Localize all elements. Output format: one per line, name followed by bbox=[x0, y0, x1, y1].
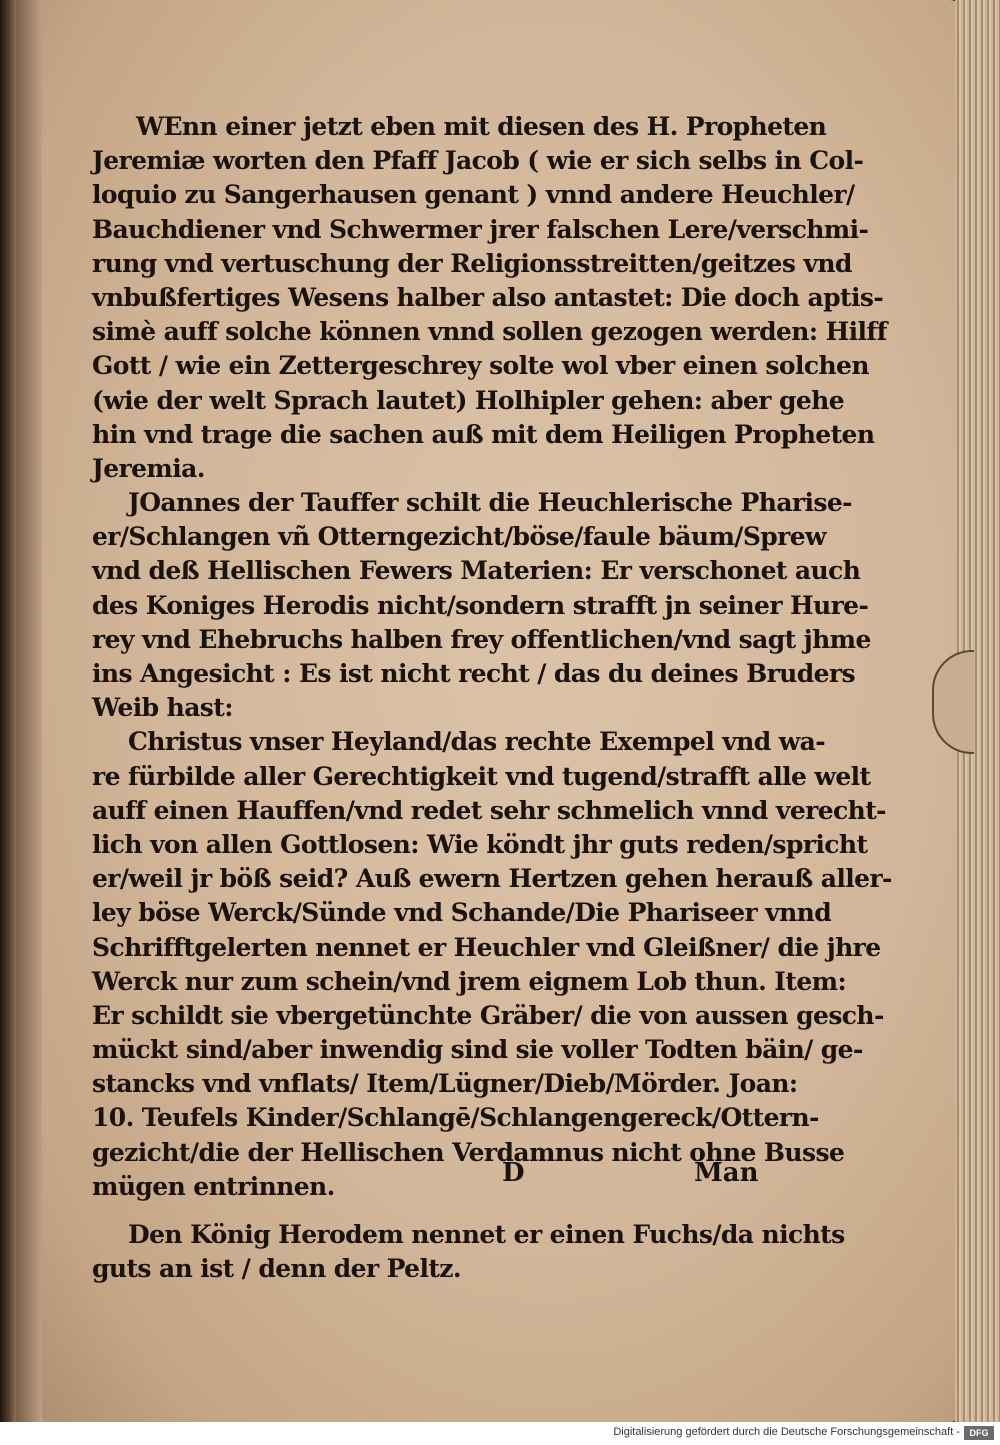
signature-mark: D bbox=[502, 1158, 525, 1188]
text-line: Christus vnser Heyland/das rechte Exempel vnd wa- bbox=[128, 727, 825, 757]
text-line: Er schildt sie vbergetünchte Gräber/ die von aussen gesch- bbox=[92, 1000, 884, 1030]
text-line: mügen entrinnen. bbox=[92, 1171, 335, 1201]
text-line: ley böse Werck/Sünde vnd Schande/Die Phariseer vnnd bbox=[92, 898, 832, 928]
text-line: guts an ist / denn der Peltz. bbox=[92, 1254, 462, 1284]
text-line: (wie der welt Sprach lautet) Holhipler gehen: aber gehe bbox=[92, 385, 845, 415]
funding-notice: Digitalisierung gefördert durch die Deutsche Forschungsgemeinschaft - bbox=[613, 1426, 960, 1438]
text-line: 10. Teufels Kinder/Schlangē/Schlangengereck/Ottern- bbox=[92, 1103, 819, 1133]
text-line: Jeremiæ worten den Pfaff Jacob ( wie er sich selbs in Col- bbox=[92, 146, 864, 176]
left-book-edge bbox=[0, 0, 16, 1422]
text-line: er/weil jr böß seid? Auß ewern Hertzen gehen herauß aller- bbox=[92, 864, 892, 894]
text-line: Den König Herodem nennet er einen Fuchs/da nichts bbox=[128, 1220, 845, 1249]
text-line: Bauchdiener vnd Schwermer jrer falschen Lere/verschmi- bbox=[92, 214, 869, 244]
text-line: rung vnd vertuschung der Religionsstreitten/geitzes vnd bbox=[92, 248, 852, 278]
text-line: mückt sind/aber inwendig sind sie voller Todten bäin/ ge- bbox=[92, 1035, 863, 1065]
text-line: gezicht/die der Hellischen Verdamnus nicht ohne Busse bbox=[92, 1137, 845, 1167]
text-line: rey vnd Ehebruchs halben frey offentlichen/vnd sagt jhme bbox=[92, 624, 871, 654]
text-line: er/Schlangen vñ Otterngezicht/böse/faule bäum/Sprew bbox=[92, 522, 826, 552]
text-line: ins Angesicht : Es ist nicht recht / das du deines Bruders bbox=[92, 659, 855, 688]
text-line: Werck nur zum schein/vnd jrem eignem Lob thun. Item: bbox=[92, 966, 847, 996]
paragraph-gap bbox=[92, 1204, 772, 1218]
body-text bbox=[92, 110, 892, 1286]
text-line: Weib hast: bbox=[92, 693, 233, 723]
text-line: stancks vnd vnflats/ Item/Lügner/Dieb/Mörder. Joan: bbox=[92, 1069, 798, 1099]
text-line: vnd deß Hellischen Fewers Materien: Er verschonet auch bbox=[92, 556, 861, 586]
text-line: re fürbilde aller Gerechtigkeit vnd tugend/strafft alle welt bbox=[92, 761, 871, 791]
text-line: Jeremia. bbox=[92, 453, 205, 483]
text-line: Schrifftgelerten nennet er Heuchler vnd Gleißner/ die jhre bbox=[92, 932, 881, 962]
text-line: JOannes der Tauffer schilt die Heuchlerische Pharise- bbox=[128, 488, 852, 518]
text-line: lich von allen Gottlosen: Wie köndt jhr guts reden/spricht bbox=[92, 829, 868, 859]
text-line: auff einen Hauffen/vnd redet sehr schmelich vnnd verecht- bbox=[92, 795, 886, 825]
text-line: des Koniges Herodis nicht/sondern strafft jn seiner Hure- bbox=[92, 590, 869, 620]
dfg-logo: DFG bbox=[964, 1426, 994, 1440]
text-line: hin vnd trage die sachen auß mit dem Heiligen Propheten bbox=[92, 419, 875, 449]
text-line: simè auff solche können vnnd sollen gezogen werden: Hilff bbox=[92, 317, 887, 347]
catchword: Man bbox=[694, 1158, 759, 1188]
text-line: vnbußfertiges Wesens halber also antastet: Die doch aptis- bbox=[92, 282, 884, 312]
text-line: loquio zu Sangerhausen genant ) vnnd andere Heuchler/ bbox=[92, 180, 855, 210]
footer-bar bbox=[0, 1422, 1000, 1445]
text-line: WEnn einer jetzt eben mit diesen des H. Propheten bbox=[136, 112, 827, 141]
text-line: Gott / wie ein Zettergeschrey solte wol vber einen solchen bbox=[92, 351, 869, 381]
